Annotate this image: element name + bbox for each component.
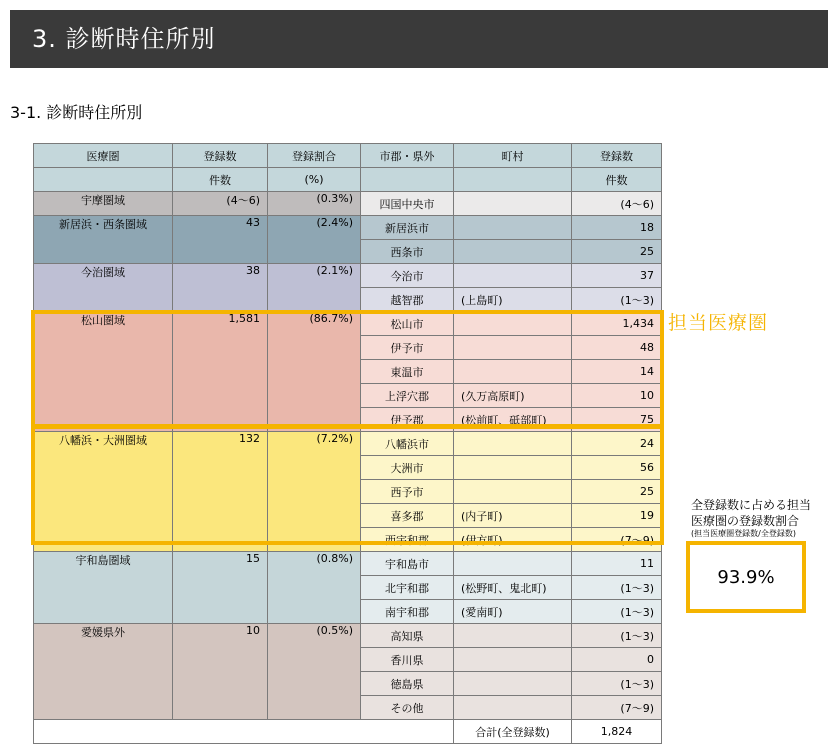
- header-cell: 登録数: [173, 144, 268, 168]
- city-count-cell: 19: [572, 504, 662, 528]
- header-cell: 登録割合: [268, 144, 361, 168]
- side-note-text: [691, 497, 811, 529]
- town-cell: [454, 648, 572, 672]
- city-count-cell: 14: [572, 360, 662, 384]
- region-cell: 松山圏域: [34, 312, 173, 432]
- town-cell: [454, 240, 572, 264]
- town-cell: [454, 552, 572, 576]
- region-cell: 八幡浜・大洲圏域: [34, 432, 173, 552]
- region-ratio-cell: (0.3%): [268, 192, 361, 216]
- table-row: [34, 624, 662, 648]
- unit-cell: [34, 168, 173, 192]
- unit-cell: [361, 168, 454, 192]
- city-count-cell: 48: [572, 336, 662, 360]
- city-count-cell: 37: [572, 264, 662, 288]
- city-cell: 松山市: [361, 312, 454, 336]
- total-label-cell: 合計(全登録数): [454, 720, 572, 744]
- table-unit-row: [34, 168, 662, 192]
- total-row: [34, 720, 662, 744]
- town-cell: (内子町): [454, 504, 572, 528]
- subsection-title: 3-1. 診断時住所別: [10, 103, 143, 122]
- town-cell: (愛南町): [454, 600, 572, 624]
- town-cell: (伊方町): [454, 528, 572, 552]
- city-count-cell: (1〜3): [572, 624, 662, 648]
- region-ratio-cell: (7.2%): [268, 432, 361, 552]
- region-ratio-cell: (0.8%): [268, 552, 361, 624]
- unit-cell: 件数: [173, 168, 268, 192]
- city-cell: 八幡浜市: [361, 432, 454, 456]
- region-count-cell: (4〜6): [173, 192, 268, 216]
- highlight-frame-yawatahama: [31, 425, 664, 545]
- city-cell: 西予市: [361, 480, 454, 504]
- header-cell: 医療圏: [34, 144, 173, 168]
- city-count-cell: 0: [572, 648, 662, 672]
- unit-cell: [454, 168, 572, 192]
- town-cell: [454, 192, 572, 216]
- unit-cell: 件数: [572, 168, 662, 192]
- city-count-cell: 25: [572, 240, 662, 264]
- header-cell: 町村: [454, 144, 572, 168]
- region-ratio-cell: (0.5%): [268, 624, 361, 720]
- region-count-cell: 10: [173, 624, 268, 720]
- share-percentage-box: [686, 541, 806, 613]
- city-cell: 徳島県: [361, 672, 454, 696]
- city-count-cell: 10: [572, 384, 662, 408]
- total-value-cell: 1,824: [572, 720, 662, 744]
- city-cell: 宇和島市: [361, 552, 454, 576]
- region-cell: 新居浜・西条圏域: [34, 216, 173, 264]
- city-cell: 新居浜市: [361, 216, 454, 240]
- highlight-label: 担当医療圏: [668, 312, 769, 334]
- town-cell: [454, 216, 572, 240]
- city-count-cell: 1,434: [572, 312, 662, 336]
- city-count-cell: 75: [572, 408, 662, 432]
- region-count-cell: 132: [173, 432, 268, 552]
- region-cell: 宇摩圏域: [34, 192, 173, 216]
- town-cell: [454, 696, 572, 720]
- region-count-cell: 15: [173, 552, 268, 624]
- highlight-frame-matsuyama: [31, 310, 664, 428]
- unit-cell: (%): [268, 168, 361, 192]
- side-note-line1: 全登録数に占める担当: [691, 498, 812, 512]
- region-count-cell: 43: [173, 216, 268, 264]
- city-cell: 四国中央市: [361, 192, 454, 216]
- side-note-formula: (担当医療圏登録数/全登録数): [691, 529, 796, 538]
- table-row: [34, 552, 662, 576]
- city-cell: 上浮穴郡: [361, 384, 454, 408]
- city-count-cell: (4〜6): [572, 192, 662, 216]
- total-blank-cell: [34, 720, 454, 744]
- city-cell: 今治市: [361, 264, 454, 288]
- region-count-cell: 1,581: [173, 312, 268, 432]
- town-cell: (松野町、鬼北町): [454, 576, 572, 600]
- table-header-row: [34, 144, 662, 168]
- region-cell: 宇和島圏域: [34, 552, 173, 624]
- city-count-cell: 11: [572, 552, 662, 576]
- share-percentage-value: 93.9%: [717, 566, 775, 588]
- city-count-cell: (1〜3): [572, 288, 662, 312]
- region-ratio-cell: (2.4%): [268, 216, 361, 264]
- table-row: [34, 264, 662, 288]
- table-row: [34, 216, 662, 240]
- city-count-cell: (1〜3): [572, 600, 662, 624]
- city-cell: 大洲市: [361, 456, 454, 480]
- city-cell: 伊予市: [361, 336, 454, 360]
- city-cell: 北宇和郡: [361, 576, 454, 600]
- city-cell: 南宇和郡: [361, 600, 454, 624]
- town-cell: [454, 672, 572, 696]
- city-count-cell: (1〜3): [572, 672, 662, 696]
- region-ratio-cell: (2.1%): [268, 264, 361, 312]
- section-title: 3. 診断時住所別: [32, 25, 216, 53]
- table-row: [34, 192, 662, 216]
- city-count-cell: 25: [572, 480, 662, 504]
- city-count-cell: (7〜9): [572, 696, 662, 720]
- city-cell: 西条市: [361, 240, 454, 264]
- city-count-cell: (7〜9): [572, 528, 662, 552]
- region-ratio-cell: (86.7%): [268, 312, 361, 432]
- side-note-line2: 医療圏の登録数割合: [691, 514, 800, 528]
- city-cell: 東温市: [361, 360, 454, 384]
- city-cell: 高知県: [361, 624, 454, 648]
- town-cell: (上島町): [454, 288, 572, 312]
- city-count-cell: 56: [572, 456, 662, 480]
- city-cell: 越智郡: [361, 288, 454, 312]
- region-cell: 愛媛県外: [34, 624, 173, 720]
- city-count-cell: (1〜3): [572, 576, 662, 600]
- town-cell: [454, 624, 572, 648]
- city-cell: 西宇和郡: [361, 528, 454, 552]
- town-cell: (松前町、砥部町): [454, 408, 572, 432]
- region-count-cell: 38: [173, 264, 268, 312]
- section-header: [10, 10, 828, 68]
- city-count-cell: 18: [572, 216, 662, 240]
- city-count-cell: 24: [572, 432, 662, 456]
- town-cell: [454, 264, 572, 288]
- city-cell: 香川県: [361, 648, 454, 672]
- city-cell: 喜多郡: [361, 504, 454, 528]
- header-cell: 登録数: [572, 144, 662, 168]
- city-cell: 伊予郡: [361, 408, 454, 432]
- header-cell: 市郡・県外: [361, 144, 454, 168]
- city-cell: その他: [361, 696, 454, 720]
- town-cell: (久万高原町): [454, 384, 572, 408]
- region-cell: 今治圏域: [34, 264, 173, 312]
